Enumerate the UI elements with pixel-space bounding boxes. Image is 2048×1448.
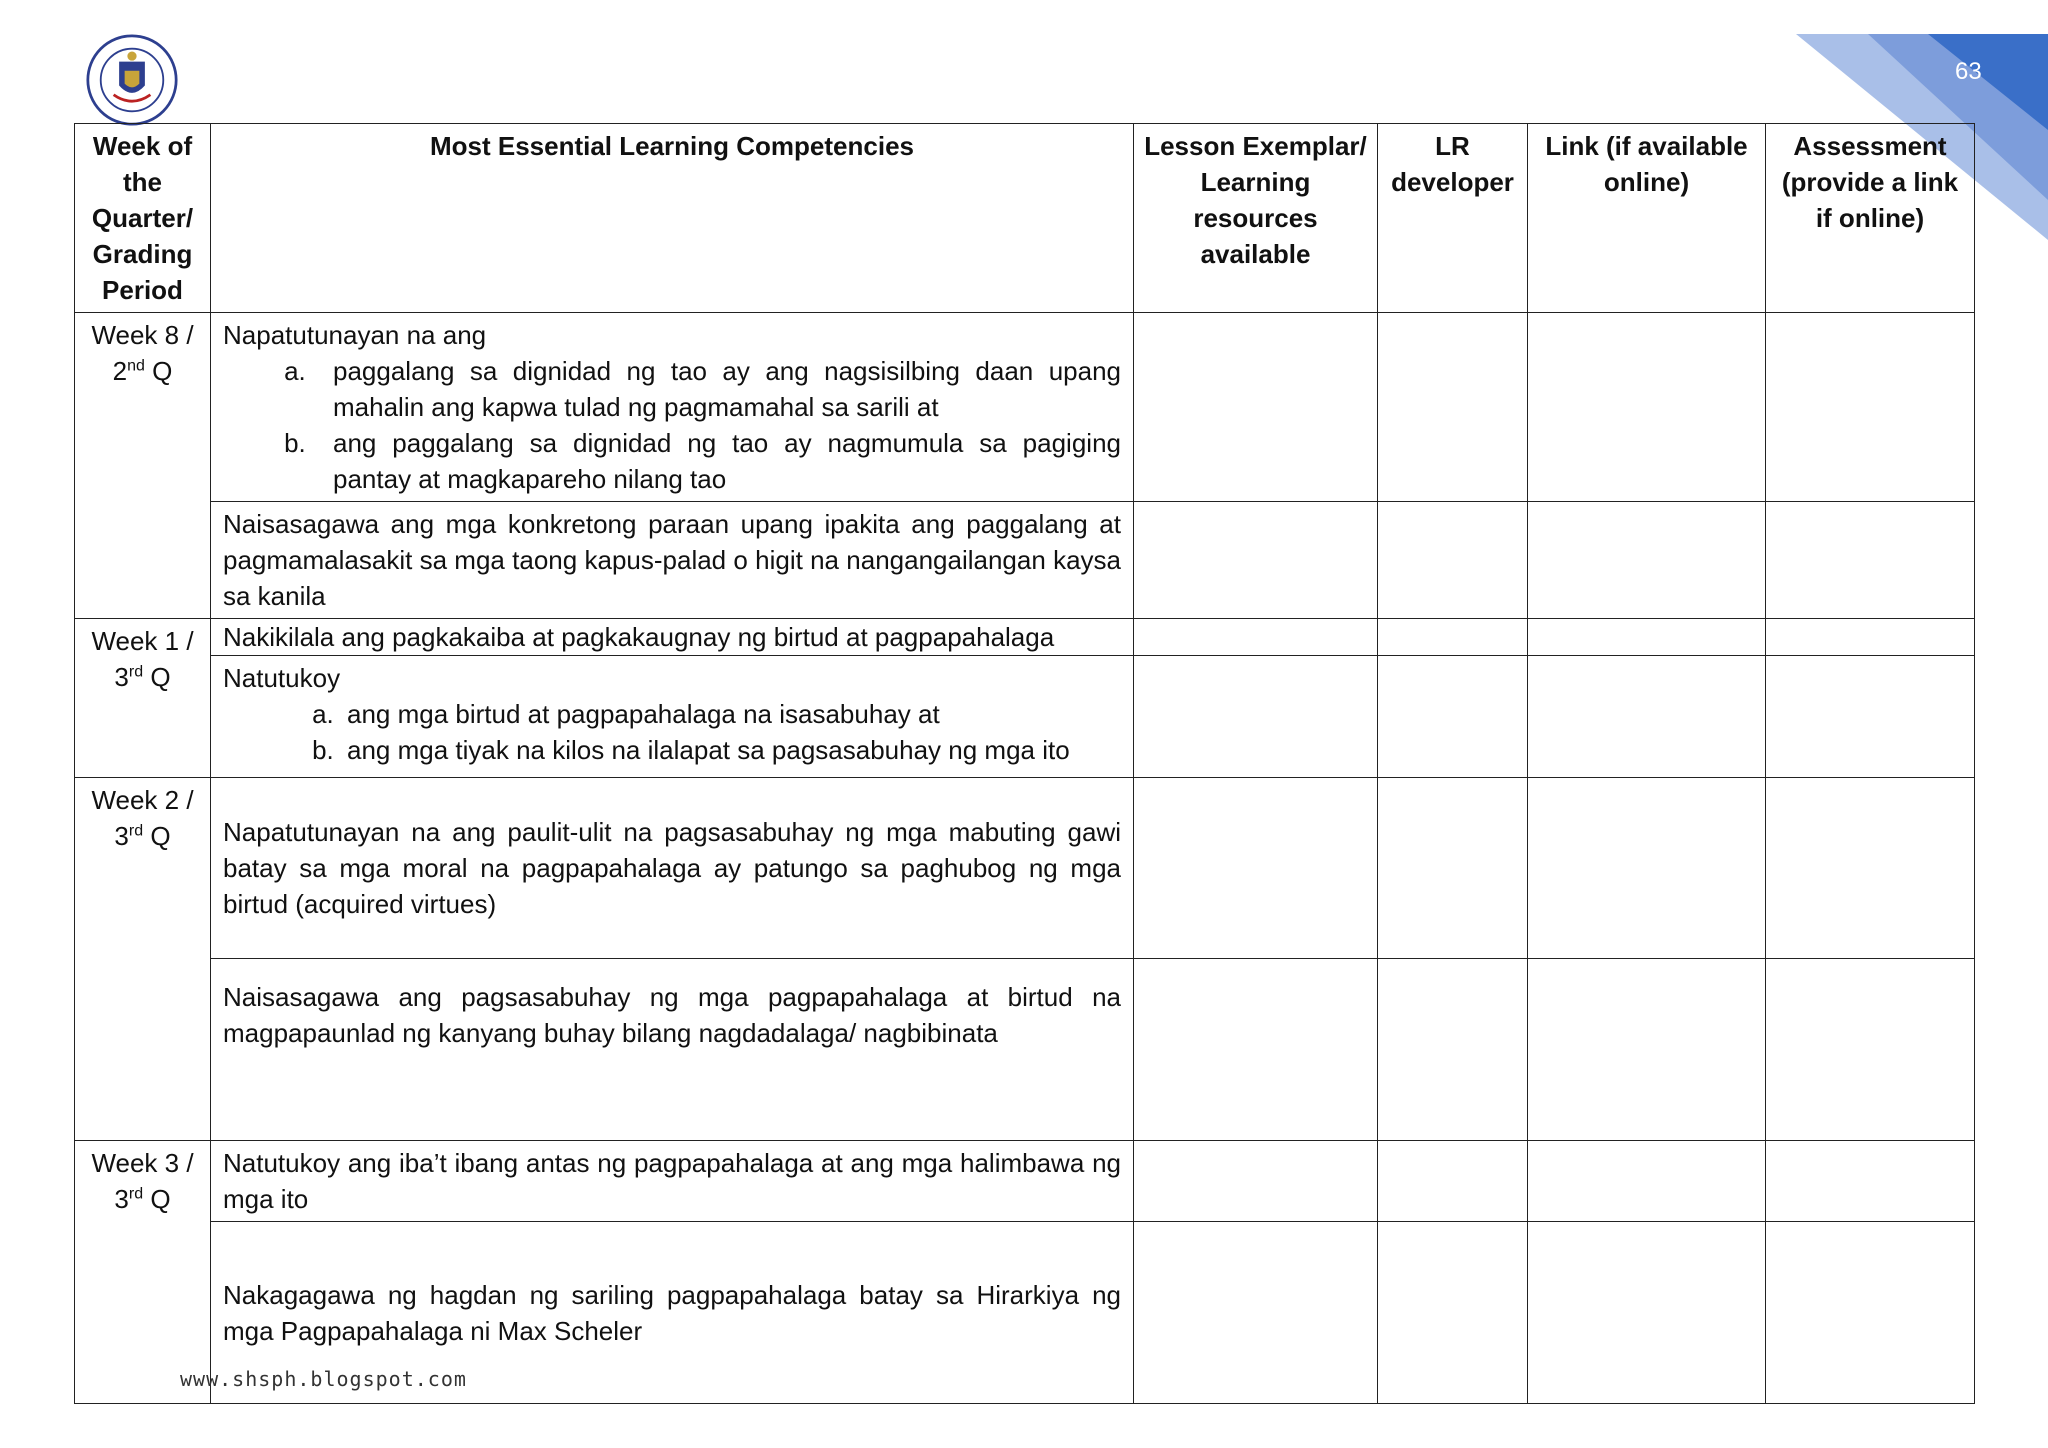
table-row <box>75 619 1975 656</box>
header-lr: LR developer <box>1378 124 1528 313</box>
competency-list <box>223 696 1121 768</box>
week-cell: Week 8 / 2nd Q <box>75 313 211 619</box>
deped-seal-icon <box>86 34 178 126</box>
table-row <box>75 656 1975 778</box>
header-week: Week of the Quarter/ Grading Period <box>75 124 211 313</box>
header-lesson: Lesson Exemplar/ Learning resources available <box>1134 124 1378 313</box>
table-row <box>75 778 1975 959</box>
list-item: a. ang mga birtud at pagpapahalaga na isasabuhay at <box>341 696 1121 732</box>
competency-cell: Natutukoy ang iba’t ibang antas ng pagpapahalaga at ang mga halimbawa ng mga ito <box>211 1141 1134 1222</box>
list-item: a. paggalang sa dignidad ng tao ay ang nagsisilbing daan upang mahalin ang kapwa tulad ng pagmamahal sa sarili at <box>313 353 1121 425</box>
week-cell: Week 2 / 3rd Q <box>75 778 211 1141</box>
list-item: b. ang paggalang sa dignidad ng tao ay nagmumula sa pagiging pantay at magkapareho nilang tao <box>313 425 1121 497</box>
competency-cell: Napatutunayan na ang paulit-ulit na pagsasabuhay ng mga mabuting gawi batay sa mga moral na pagpapahalaga ay patungo sa paghubog ng mga birtud (acquired virtues) <box>211 778 1134 959</box>
melc-table <box>74 123 1975 1404</box>
table-row <box>75 959 1975 1141</box>
competency-cell: Napatutunayan na ang a. paggalang sa dignidad ng tao ay ang nagsisilbing daan upang mahalin ang kapwa tulad ng pagmamahal sa sarili at b. ang paggalang sa dignidad ng tao ay nagmumula sa pagiging pantay at magkapareho nilang tao <box>211 313 1134 502</box>
competency-cell: Naisasagawa ang mga konkretong paraan upang ipakita ang paggalang at pagmamalasakit sa mga taong kapus-palad o higit na nangangailangan kaysa sa kanila <box>211 502 1134 619</box>
header-melc: Most Essential Learning Competencies <box>211 124 1134 313</box>
table-row <box>75 313 1975 502</box>
header-assessment: Assessment (provide a link if online) <box>1766 124 1975 313</box>
header-row <box>75 124 1975 313</box>
week-cell: Week 1 / 3rd Q <box>75 619 211 778</box>
competency-cell: Nakagagawa ng hagdan ng sariling pagpapahalaga batay sa Hirarkiya ng mga Pagpapahalaga ni Max Scheler <box>211 1222 1134 1404</box>
competency-cell: Naisasagawa ang pagsasabuhay ng mga pagpapahalaga at birtud na magpapaunlad ng kanyang buhay bilang nagdadalaga/ nagbibinata <box>211 959 1134 1141</box>
table-row <box>75 1141 1975 1222</box>
table-row <box>75 502 1975 619</box>
competency-cell: Natutukoy a. ang mga birtud at pagpapahalaga na isasabuhay at b. ang mga tiyak na kilos na ilalapat sa pagsasabuhay ng mga ito <box>211 656 1134 778</box>
watermark: www.shsph.blogspot.com <box>180 1367 467 1391</box>
page-number: 63 <box>1955 58 1982 85</box>
header-link: Link (if available online) <box>1528 124 1766 313</box>
competency-list <box>223 353 1121 497</box>
competency-cell: Nakikilala ang pagkakaiba at pagkakaugnay ng birtud at pagpapahalaga <box>211 619 1134 656</box>
list-item: b. ang mga tiyak na kilos na ilalapat sa pagsasabuhay ng mga ito <box>341 732 1121 768</box>
week-cell: Week 3 / 3rd Q <box>75 1141 211 1404</box>
